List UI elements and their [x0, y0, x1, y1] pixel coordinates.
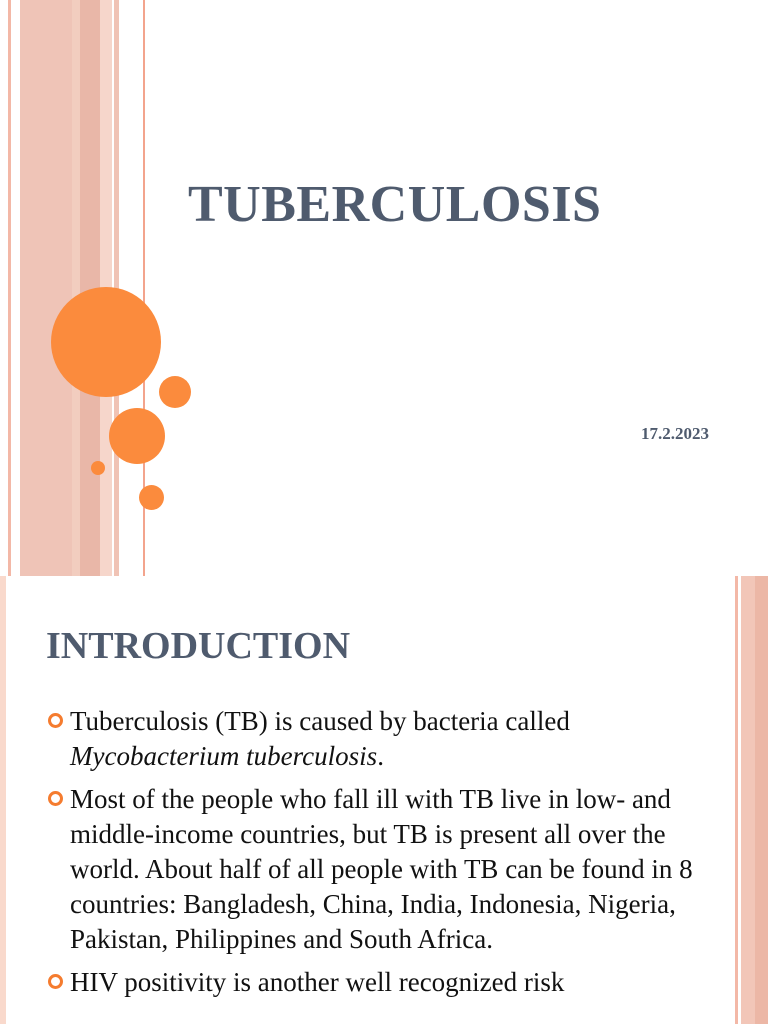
decorative-band — [0, 576, 6, 1024]
slide-heading: INTRODUCTION — [46, 625, 351, 667]
decorative-band — [8, 0, 11, 576]
bullet-list — [46, 704, 696, 1008]
introduction-slide — [0, 576, 768, 1024]
ring-bullet-icon — [48, 974, 63, 989]
bullet-punctuation: . — [377, 741, 384, 771]
decorative-circle — [159, 376, 191, 408]
ring-bullet-icon — [48, 791, 63, 806]
slide-title: TUBERCULOSIS — [188, 176, 602, 233]
decorative-circle — [139, 485, 164, 510]
list-item — [46, 704, 696, 774]
slide-date: 17.2.2023 — [641, 424, 709, 443]
decorative-band — [741, 576, 755, 1024]
decorative-circle — [109, 408, 165, 464]
list-item — [46, 782, 696, 957]
decorative-band — [72, 0, 80, 576]
ring-bullet-icon — [48, 713, 63, 728]
list-item — [46, 965, 696, 1000]
decorative-circle — [91, 461, 105, 475]
bullet-text: Tuberculosis (TB) is caused by bacteria called — [70, 706, 570, 736]
decorative-circle — [51, 287, 161, 397]
bullet-text: Most of the people who fall ill with TB live in low- and middle-income countries, but TB is present all over the world. About half of all people with TB can be found in 8 countries: Bangladesh, China, India, Indonesia, Nigeria, Pakistan, Philippines and South Africa. — [70, 784, 693, 954]
decorative-band — [20, 0, 72, 576]
bullet-text: HIV positivity is another well recognized risk — [70, 967, 565, 997]
decorative-band — [735, 576, 738, 1024]
decorative-band — [755, 576, 768, 1024]
bullet-italic-text: Mycobacterium tuberculosis — [70, 741, 378, 771]
